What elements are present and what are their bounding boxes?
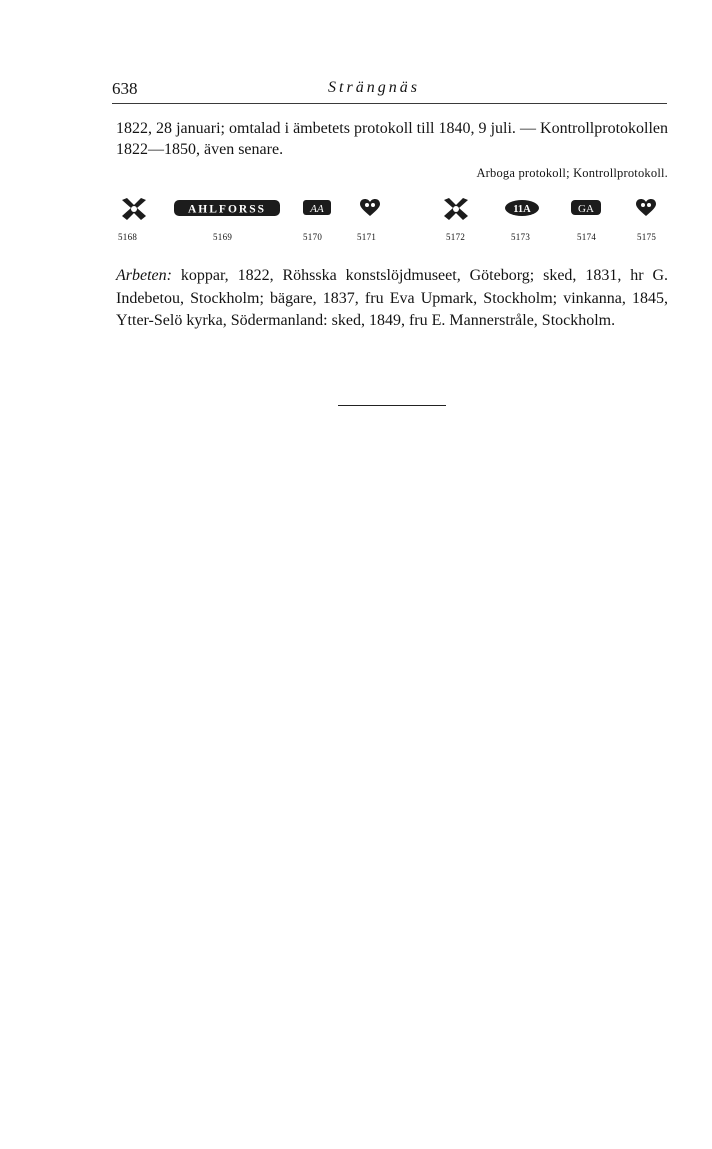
initials-mark-icon	[302, 198, 332, 218]
svg-text:11A: 11A	[513, 204, 531, 215]
works-paragraph	[116, 265, 668, 333]
running-head: Strängnäs	[328, 79, 420, 96]
mark-5175	[634, 198, 658, 218]
source-note: Arboga protokoll; Kontrollprotokoll.	[476, 166, 668, 180]
heart-mark-icon	[359, 198, 381, 218]
entry-paragraph: 1822, 28 januari; omtalad i ämbetets protokoll till 1840, 9 juli. — Kontrollprotokollen 1822—1850, även senare.	[116, 120, 668, 158]
mark-number: 5170	[303, 232, 323, 242]
end-rule	[338, 405, 446, 406]
svg-text:AA: AA	[310, 203, 324, 215]
mark-number: 5173	[511, 232, 531, 242]
cross-ornament-mark-icon	[441, 198, 471, 224]
mark-5173	[504, 198, 540, 218]
cross-ornament-mark-icon	[119, 198, 149, 224]
mark-5169	[173, 198, 281, 218]
initials-mark-icon	[570, 198, 602, 218]
svg-text:AHLFORSS: AHLFORSS	[188, 203, 266, 216]
mark-5172	[441, 198, 471, 218]
works-lead: Arbeten:	[116, 267, 172, 284]
svg-text:GA: GA	[578, 203, 594, 215]
oval-mark-icon	[504, 198, 540, 218]
ahlforss-name-mark-icon	[173, 198, 281, 218]
mark-5174	[570, 198, 602, 218]
mark-number: 5171	[357, 232, 377, 242]
page-number: 638	[112, 79, 138, 98]
mark-5168	[119, 198, 149, 218]
heart-mark-icon	[634, 198, 658, 218]
mark-number: 5169	[213, 232, 233, 242]
mark-number: 5175	[637, 232, 657, 242]
mark-number: 5172	[446, 232, 466, 242]
mark-number: 5168	[118, 232, 138, 242]
works-text: koppar, 1822, Röhsska konstslöjdmuseet, Göteborg; sked, 1831, hr G. Indebetou, Stockholm; bägare, 1837, fru Eva Upmark, Stockholm; vinkanna, 1845, Ytter-Selö kyrka, Södermanland: sked, 1849, fru E. Mannerstråle, Stockholm.	[116, 267, 668, 329]
header-rule	[112, 103, 667, 104]
mark-5171	[359, 198, 381, 218]
mark-number: 5174	[577, 232, 597, 242]
mark-5170	[302, 198, 332, 218]
